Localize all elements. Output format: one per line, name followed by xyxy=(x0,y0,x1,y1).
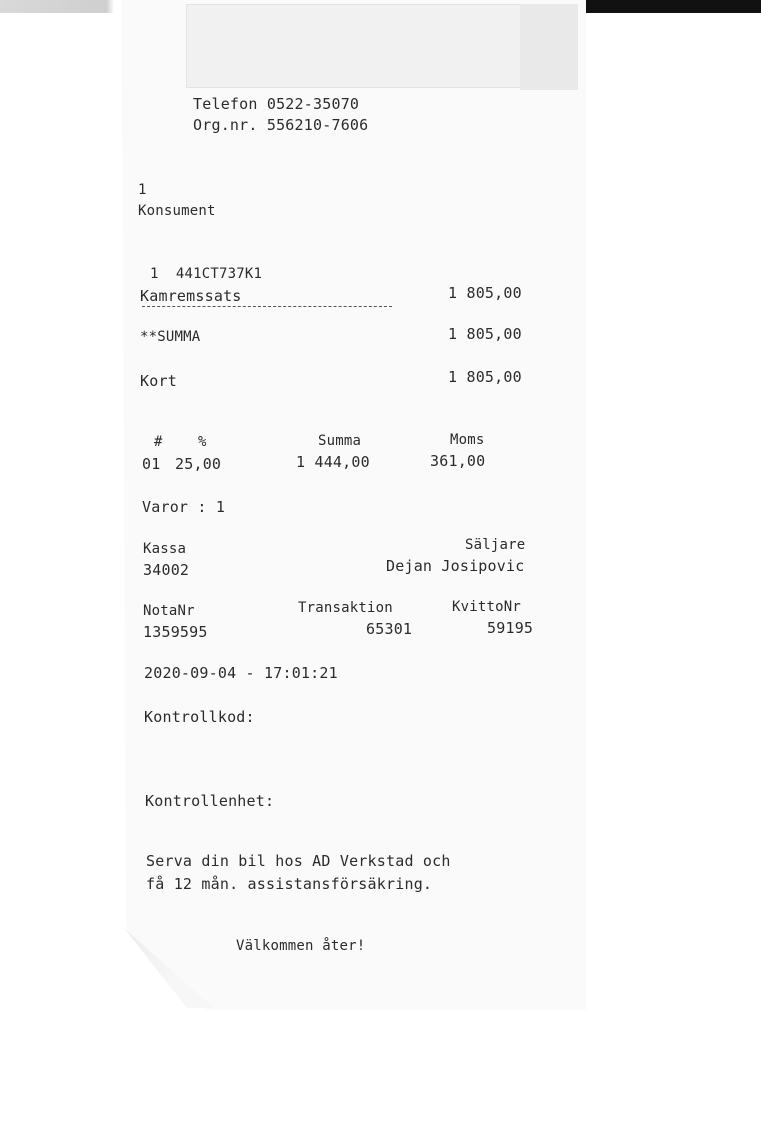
kassa-label: Kassa xyxy=(143,541,187,557)
customer-number: 1 xyxy=(138,182,147,198)
farewell-text: Välkommen åter! xyxy=(236,938,366,954)
nota-label: NotaNr xyxy=(143,603,195,619)
item-price: 1 805,00 xyxy=(448,284,522,302)
tape-edge xyxy=(520,4,578,90)
seller-label: Säljare xyxy=(465,537,526,553)
vat-row-num: 01 xyxy=(142,455,161,473)
promo-line-2: få 12 mån. assistansförsäkring. xyxy=(146,875,433,893)
phone-line: Telefon 0522-35070 xyxy=(193,95,360,113)
vat-row-pct: 25,00 xyxy=(175,455,222,473)
vat-header-pct: % xyxy=(198,434,207,450)
summa-value: 1 805,00 xyxy=(448,325,522,343)
kassa-value: 34002 xyxy=(143,561,190,579)
tape-faded-print xyxy=(200,12,340,62)
customer-type: Konsument xyxy=(138,203,216,219)
nota-value: 1359595 xyxy=(143,623,208,641)
vat-header-num: # xyxy=(154,434,163,450)
vat-header-sum: Summa xyxy=(318,433,362,449)
payment-value: 1 805,00 xyxy=(448,368,522,386)
receipt-number-label: KvittoNr xyxy=(452,599,522,615)
item-name: Kamremssats xyxy=(140,287,242,305)
org-number-line: Org.nr. 556210-7606 xyxy=(193,116,369,134)
vat-header-vat: Moms xyxy=(450,432,485,448)
vat-row-vat: 361,00 xyxy=(430,452,486,470)
payment-label: Kort xyxy=(140,372,177,390)
goods-count: Varor : 1 xyxy=(142,498,226,516)
promo-line-1: Serva din bil hos AD Verkstad och xyxy=(146,852,451,870)
vat-row-sum: 1 444,00 xyxy=(296,453,370,471)
datetime: 2020-09-04 - 17:01:21 xyxy=(144,664,338,682)
item-code: 1 441CT737K1 xyxy=(150,266,263,282)
control-code-label: Kontrollkod: xyxy=(144,708,255,726)
receipt-number-value: 59195 xyxy=(487,619,534,637)
transaction-value: 65301 xyxy=(366,620,413,638)
summa-label: **SUMMA xyxy=(140,329,201,345)
transaction-label: Transaktion xyxy=(298,600,393,616)
control-unit-label: Kontrollenhet: xyxy=(145,792,275,810)
seller-value: Dejan Josipovic xyxy=(386,557,525,575)
separator-line xyxy=(142,306,392,307)
